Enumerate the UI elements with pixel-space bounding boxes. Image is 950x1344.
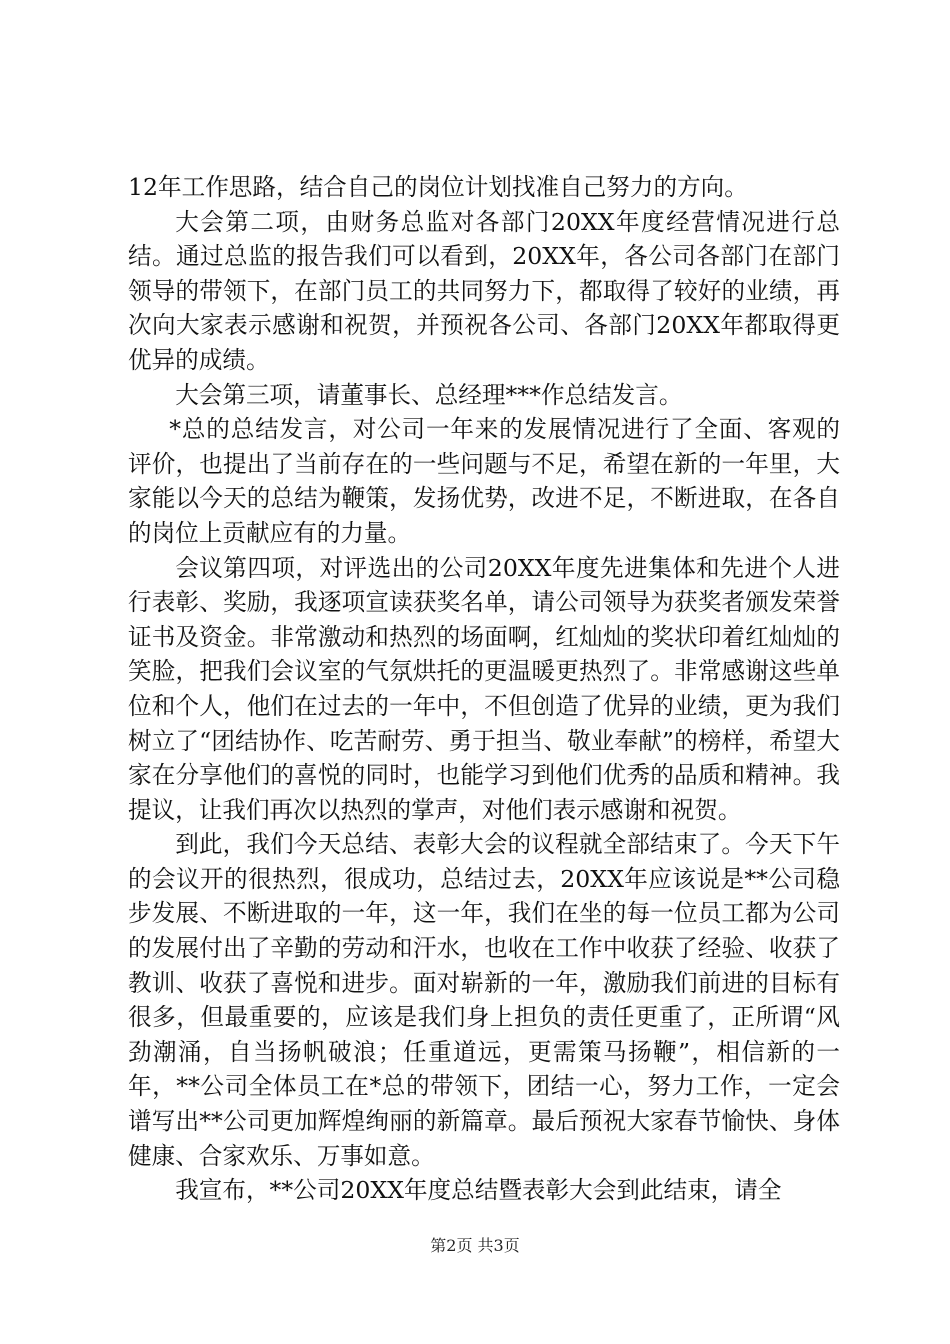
document-body	[128, 170, 840, 1208]
page-number-footer: 第2页 共3页	[430, 1236, 520, 1255]
paragraph-continuation: 12年工作思路，结合自己的岗位计划找准自己努力的方向。	[128, 173, 748, 201]
paragraph-closing-summary: 到此，我们今天总结、表彰大会的议程就全部结束了。今天下午的会议开的很热烈，很成功，总结过去，20XX年应该说是**公司稳步发展、不断进取的一年，这一年，我们在坐的每一位员工都为公司的发展付出了辛勤的劳动和汗水，也收在工作中收获了经验、收获了教训、收获了喜悦和进步。面对崭新的一年，激励我们前进的目标有很多，但最重要的，应该是我们身上担负的责任更重了，正所谓“风劲潮涌，自当扬帆破浪；任重道远，更需策马扬鞭”，相信新的一年，**公司全体员工在*总的带领下，团结一心，努力工作，一定会谱写出**公司更加辉煌绚丽的新篇章。最后预祝大家春节愉快、身体健康、合家欢乐、万事如意。	[128, 830, 840, 1170]
paragraph-agenda-item-3: 大会第三项，请董事长、总经理***作总结发言。	[175, 380, 683, 409]
paragraph-agenda-item-4: 会议第四项，对评选出的公司20XX年度先进集体和先进个人进行表彰、奖励，我逐项宣读获奖名单，请公司领导为获奖者颁发荣誉证书及资金。非常激动和热烈的场面啊，红灿灿的奖状印着红灿灿的笑脸，把我们会议室的气氛烘托的更温暖更热烈了。非常感谢这些单位和个人，他们在过去的一年中，不但创造了优异的业绩，更为我们树立了“团结协作、吃苦耐劳、勇于担当、敬业奉献”的榜样，希望大家在分享他们的喜悦的同时，也能学习到他们优秀的品质和精神。我提议，让我们再次以热烈的掌声，对他们表示感谢和祝贺。	[128, 553, 840, 824]
paragraph-chairman-speech: *总的总结发言，对公司一年来的发展情况进行了全面、客观的评价，也提出了当前存在的一些问题与不足，希望在新的一年里，大家能以今天的总结为鞭策，发扬优势，改进不足，不断进取，在各自的岗位上贡献应有的力量。	[128, 415, 840, 547]
paragraph-agenda-item-2: 大会第二项，由财务总监对各部门20XX年度经营情况进行总结。通过总监的报告我们可以看到，20XX年，各公司各部门在部门领导的带领下，在部门员工的共同努力下，都取得了较好的业绩，再次向大家表示感谢和祝贺，并预祝各公司、各部门20XX年都取得更优异的成绩。	[128, 207, 840, 374]
paragraph-announcement: 我宣布，**公司20XX年度总结暨表彰大会到此结束，请全	[175, 1176, 782, 1205]
